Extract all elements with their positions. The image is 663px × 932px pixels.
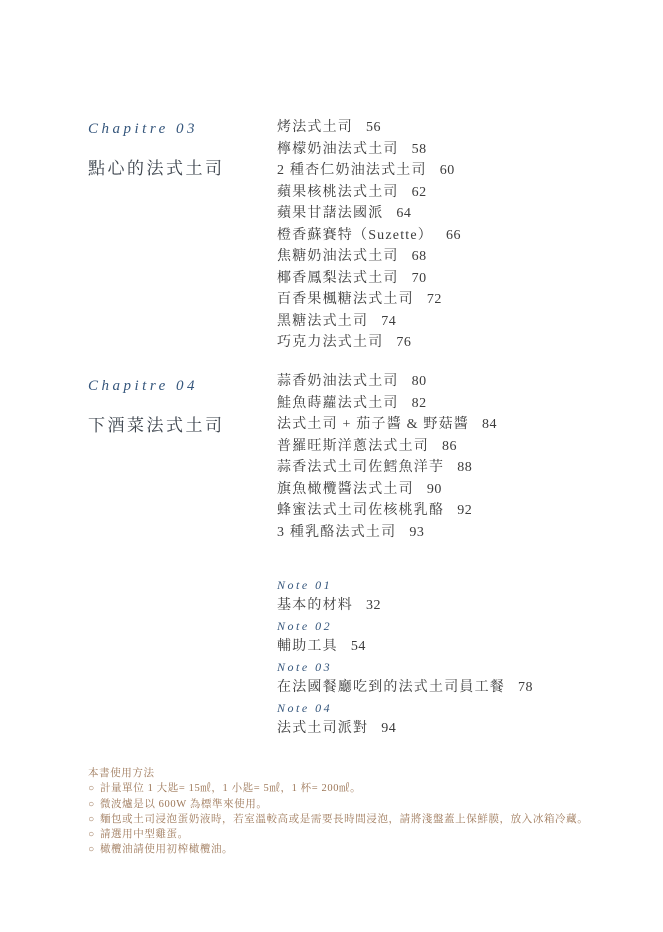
toc-entry-page-number: 76 xyxy=(396,335,412,350)
note-title: 基本的材料 xyxy=(277,597,353,613)
usage-line-text: 請選用中型雞蛋。 xyxy=(99,829,189,841)
usage-line xyxy=(88,781,588,796)
usage-line xyxy=(88,827,588,842)
toc-entry-title: 焦糖奶油法式土司 xyxy=(277,249,399,264)
toc-entry xyxy=(277,117,461,139)
toc-entry-page-number: 80 xyxy=(411,374,427,389)
toc-entry-page-number: 92 xyxy=(457,503,473,518)
usage-line-text: 計量單位 1 大匙= 15㎖，1 小匙= 5㎖，1 杯= 200㎖。 xyxy=(99,783,362,795)
toc-entry-page-number: 72 xyxy=(426,292,442,307)
toc-entry-page-number: 70 xyxy=(411,270,427,286)
note-line xyxy=(277,596,533,617)
toc-entry-page-number: 68 xyxy=(411,249,427,264)
toc-entry-title: 百香果楓糖法式土司 xyxy=(277,292,414,307)
toc-entry-title: 3 種乳酪法式土司 xyxy=(277,524,397,540)
usage-line-text: 麵包或土司浸泡蛋奶液時，若室溫較高或是需要長時間浸泡，請將淺盤蓋上保鮮膜，放入冰箱冷藏。 xyxy=(99,813,589,825)
note-entry xyxy=(277,657,533,698)
toc-entry-page-number: 90 xyxy=(426,481,442,497)
note-title: 在法國餐廳吃到的法式土司員工餐 xyxy=(277,679,505,695)
toc-entry-title: 鮭魚蒔蘿法式土司 xyxy=(277,395,399,411)
note-page-number: 32 xyxy=(366,597,381,613)
usage-line xyxy=(88,812,588,827)
usage-section xyxy=(88,766,588,858)
note-line xyxy=(277,637,533,658)
toc-entry-title: 2 種杏仁奶油法式土司 xyxy=(277,163,427,178)
toc-entry xyxy=(277,457,497,479)
toc-entry xyxy=(277,203,461,225)
toc-entry xyxy=(277,479,497,501)
note-line xyxy=(277,678,533,699)
note-entry xyxy=(277,616,533,657)
toc-entry-title: 普羅旺斯洋蔥法式土司 xyxy=(277,438,429,454)
toc-entry xyxy=(277,246,461,268)
toc-entry-page-number: 74 xyxy=(381,313,397,329)
toc-entry-title: 烤法式土司 xyxy=(277,120,353,135)
note-label: Note 02 xyxy=(277,619,333,633)
toc-entry-title: 蒜香法式土司佐鱈魚洋芋 xyxy=(277,460,445,475)
toc-entry-title: 橙香蘇賽特（Suzette） xyxy=(277,227,434,243)
note-entry xyxy=(277,698,533,739)
toc-entry xyxy=(277,139,461,161)
note-label: Note 01 xyxy=(277,578,333,592)
usage-line-text: 橄欖油請使用初榨橄欖油。 xyxy=(99,844,234,856)
toc-entry-title: 蜂蜜法式土司佐核桃乳酪 xyxy=(277,503,445,518)
toc-entry xyxy=(277,225,461,247)
toc-entry-page-number: 86 xyxy=(442,438,457,454)
circle-bullet-icon: ○ xyxy=(88,783,95,795)
toc-entry-page-number: 88 xyxy=(457,460,473,475)
toc-entry-title: 法式土司 + 茄子醬 & 野菇醬 xyxy=(277,417,469,432)
toc-entry xyxy=(277,268,461,290)
note-page-number: 54 xyxy=(350,638,366,654)
toc-entry xyxy=(277,393,497,415)
chapter-03-title: 點心的法式土司 xyxy=(88,159,225,178)
toc-entry-title: 黑糖法式土司 xyxy=(277,313,369,329)
toc-entry-page-number: 62 xyxy=(411,184,427,200)
toc-entry-title: 蒜香奶油法式土司 xyxy=(277,374,399,389)
toc-entry xyxy=(277,311,461,333)
toc-entry-title: 蘋果甘藷法國派 xyxy=(277,206,384,221)
note-line xyxy=(277,719,533,740)
toc-entry-page-number: 93 xyxy=(409,524,425,540)
toc-entry xyxy=(277,371,497,393)
toc-entry-page-number: 60 xyxy=(439,163,455,178)
usage-line-text: 微波爐是以 600W 為標準來使用。 xyxy=(99,798,268,810)
notes-section xyxy=(277,575,533,739)
circle-bullet-icon: ○ xyxy=(88,814,95,825)
usage-lines xyxy=(88,781,588,857)
note-title: 輔助工具 xyxy=(277,638,338,654)
circle-bullet-icon: ○ xyxy=(88,829,95,840)
usage-line xyxy=(88,842,588,857)
toc-entry-page-number: 84 xyxy=(482,417,497,432)
toc-entry xyxy=(277,332,461,354)
toc-entry xyxy=(277,500,497,522)
toc-entry-title: 檸檬奶油法式土司 xyxy=(277,141,399,157)
toc-entry-title: 蘋果核桃法式土司 xyxy=(277,184,399,200)
note-label: Note 03 xyxy=(277,660,333,674)
chapter-03-label: Chapitre 03 xyxy=(88,121,199,137)
toc-entry-page-number: 82 xyxy=(411,395,427,411)
note-page-number: 78 xyxy=(518,679,533,695)
toc-entry-page-number: 56 xyxy=(366,120,381,135)
toc-entry xyxy=(277,182,461,204)
note-page-number: 94 xyxy=(381,720,397,736)
circle-bullet-icon: ○ xyxy=(88,798,95,810)
chapter-04-toc-list xyxy=(277,371,497,543)
usage-heading: 本書使用方法 xyxy=(88,768,155,779)
toc-entry-page-number: 58 xyxy=(411,141,427,157)
note-title: 法式土司派對 xyxy=(277,720,369,736)
note-label: Note 04 xyxy=(277,701,333,715)
toc-entry-title: 巧克力法式土司 xyxy=(277,335,384,350)
chapter-04-label: Chapitre 04 xyxy=(88,378,199,394)
chapter-04-heading xyxy=(88,378,225,436)
chapter-03-toc-list xyxy=(277,117,461,354)
chapter-03-heading xyxy=(88,121,225,179)
toc-entry xyxy=(277,522,497,544)
toc-entry xyxy=(277,436,497,458)
toc-entry-page-number: 64 xyxy=(396,206,412,221)
toc-entry-page-number: 66 xyxy=(446,227,462,243)
chapter-04-title: 下酒菜法式土司 xyxy=(88,416,225,435)
toc-entry xyxy=(277,160,461,182)
usage-line xyxy=(88,797,588,812)
circle-bullet-icon: ○ xyxy=(88,844,95,856)
toc-entry-title: 旗魚橄欖醬法式土司 xyxy=(277,481,414,497)
toc-entry xyxy=(277,414,497,436)
toc-entry-title: 椰香鳳梨法式土司 xyxy=(277,270,399,286)
note-entry xyxy=(277,575,533,616)
toc-entry xyxy=(277,289,461,311)
